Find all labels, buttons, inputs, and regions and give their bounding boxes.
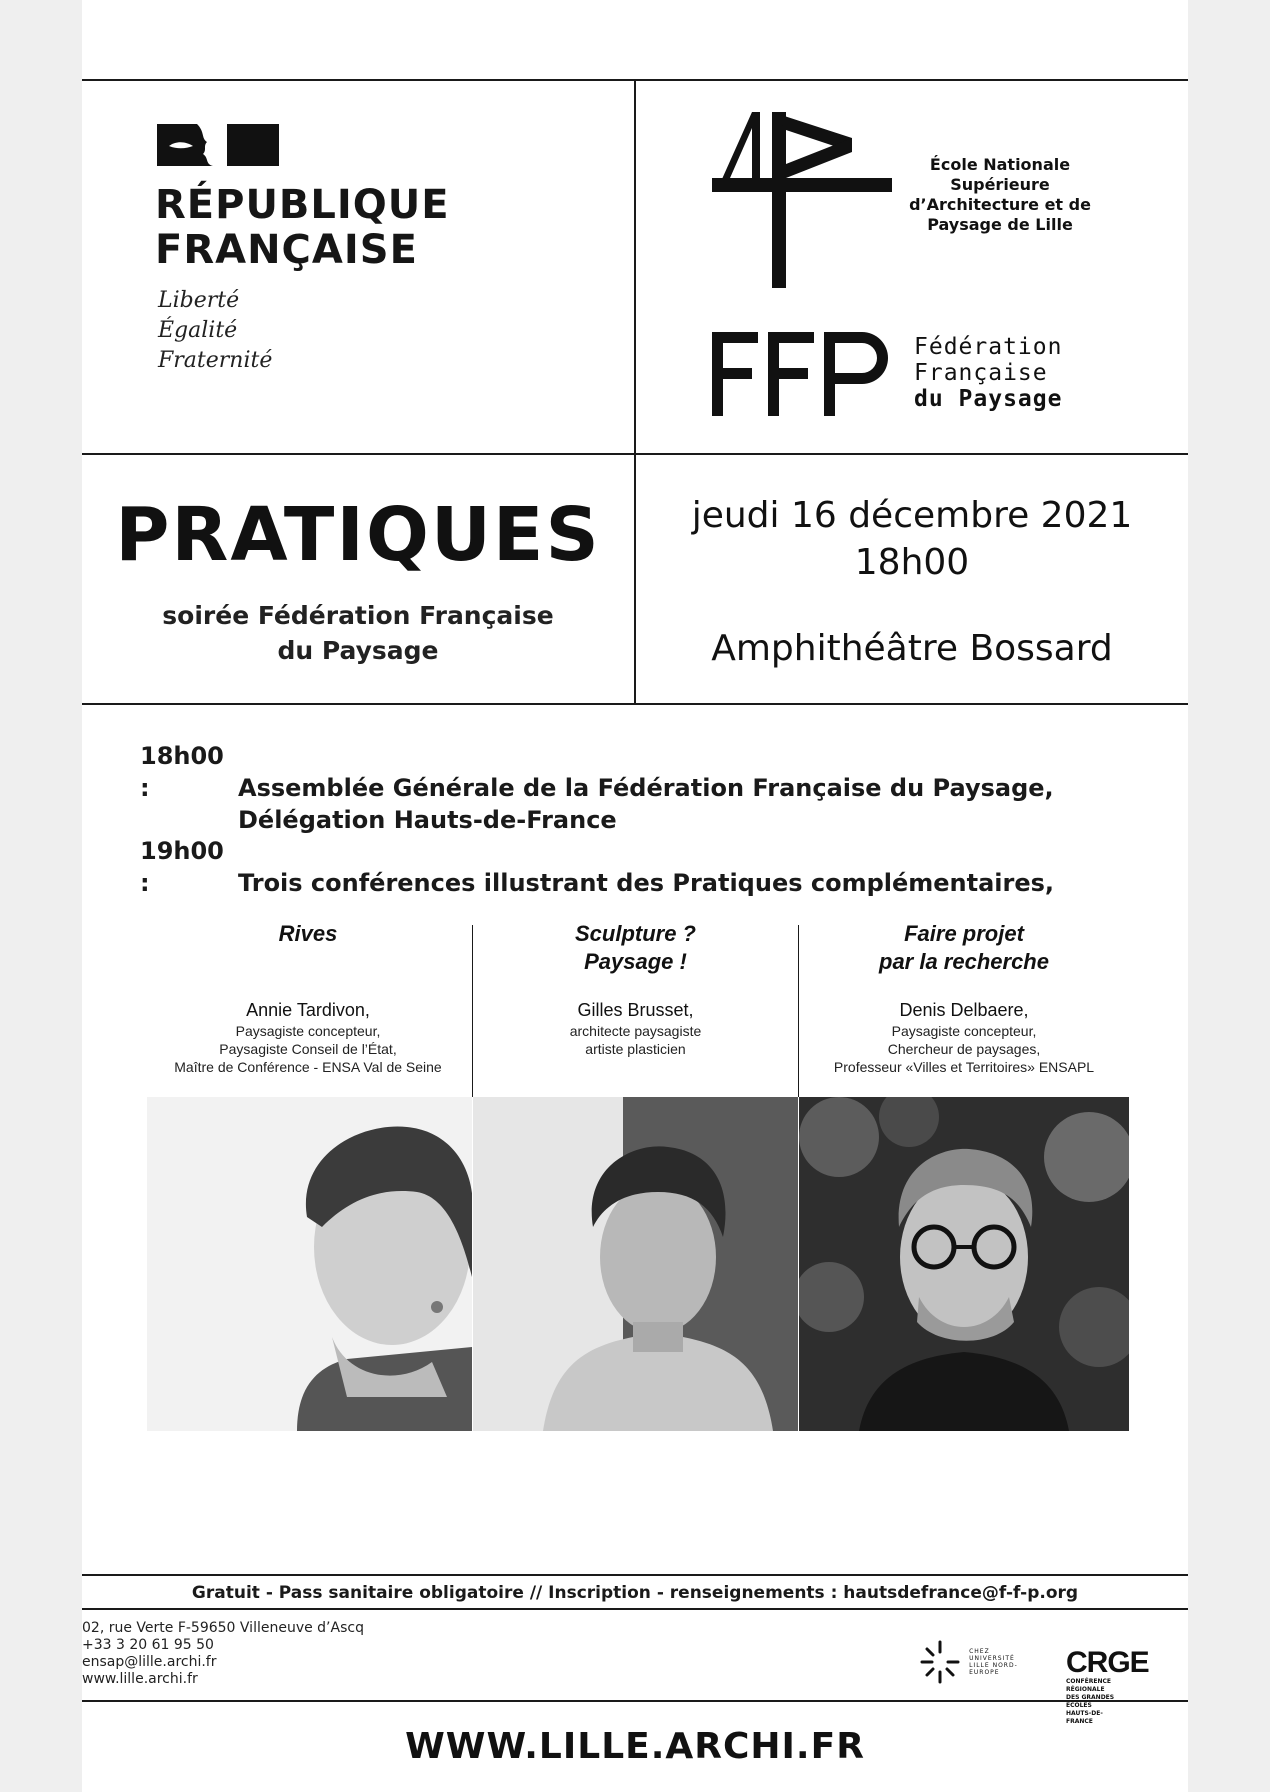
republique-line2: FRANÇAISE [155, 227, 418, 273]
ulille-line1: CHEZ [969, 1648, 990, 1655]
bottom-rule [82, 1700, 1188, 1702]
conference-title: Rives [278, 921, 338, 946]
crge-logo [1066, 1648, 1188, 1726]
conference-title: Faire projet [904, 921, 1024, 946]
program-text-2: Trois conférences illustrant des Pratiques complémentaires, [238, 869, 1055, 897]
ffp-name-line1: Fédération [914, 334, 1063, 360]
ffp-name [914, 334, 1062, 412]
speaker-role: Chercheur de paysages, [887, 1041, 1041, 1057]
ensapl-line4: Paysage de Lille [927, 215, 1073, 234]
ensapl-line1: École Nationale [929, 155, 1071, 174]
footer-rule-bottom [82, 1608, 1188, 1610]
event-date: jeudi 16 décembre 2021 [691, 495, 1133, 536]
speaker-role: architecte paysagiste [569, 1023, 702, 1039]
poster-sheet [82, 0, 1188, 1792]
speaker-role: Paysagiste concepteur, [891, 1023, 1037, 1039]
header-divider [634, 79, 636, 705]
ensapl-line3: d’Architecture et de [909, 195, 1091, 214]
event-title: PRATIQUES [115, 492, 601, 578]
event-subtitle-line1: soirée Fédération Française [162, 601, 554, 630]
contact-address: 02, rue Verte F-59650 Villeneuve d’Ascq [82, 1620, 364, 1636]
republique-motto [158, 286, 272, 376]
program-time-1: 18h00 : [140, 742, 224, 802]
speaker-name: Gilles Brusset, [577, 1000, 694, 1020]
ensapl-name [890, 155, 1110, 235]
speaker-name: Denis Delbaere, [899, 1000, 1029, 1020]
ensapl-line2: Supérieure [950, 175, 1050, 194]
event-time: 18h00 [854, 542, 970, 583]
conference-sculpture [473, 920, 798, 1058]
ensapl-logo [712, 108, 892, 292]
ffp-name-line3: du Paysage [914, 386, 1063, 412]
registration-note: Gratuit - Pass sanitaire obligatoire // Inscription - renseignements : hautsdefrance@f-f-p.org [191, 1583, 1079, 1603]
event-subtitle-line2: du Paysage [277, 636, 439, 665]
speaker-role: Professeur «Villes et Territoires» ENSAPL [833, 1059, 1095, 1075]
contact-block [82, 1620, 364, 1688]
republique-line1: RÉPUBLIQUE [155, 182, 450, 228]
speaker-photo-brusset [473, 1097, 798, 1431]
conference-title: Paysage ! [584, 949, 687, 974]
event-subtitle [82, 598, 634, 668]
ffp-name-line2: Française [914, 360, 1048, 386]
crge-line1: CONFÉRENCE RÉGIONALE [1066, 1678, 1111, 1693]
marianne-logo [157, 124, 279, 166]
conference-recherche [799, 920, 1129, 1076]
website-url[interactable]: WWW.LILLE.ARCHI.FR [405, 1726, 865, 1767]
crge-text [1066, 1678, 1128, 1726]
ulille-logo [920, 1640, 1039, 1684]
contact-email[interactable]: ensap@lille.archi.fr [82, 1654, 217, 1670]
speaker-photo-delbaere [799, 1097, 1129, 1431]
conference-title: Sculpture ? [574, 921, 696, 946]
ulille-text [969, 1648, 1039, 1676]
event-venue: Amphithéâtre Bossard [711, 628, 1113, 669]
motto-liberte: Liberté [158, 288, 240, 313]
ffp-logo [712, 332, 892, 420]
program-text-1: Assemblée Générale de la Fédération Française du Paysage, [238, 774, 1054, 802]
conference-title: par la recherche [879, 949, 1049, 974]
motto-fraternite: Fraternité [158, 348, 273, 373]
ulille-burst-icon [920, 1640, 960, 1684]
program-time-2: 19h00 : [140, 837, 224, 897]
speaker-role: Paysagiste concepteur, [235, 1023, 381, 1039]
motto-egalite: Égalité [158, 318, 238, 343]
speaker-role: artiste plasticien [585, 1041, 686, 1057]
program-item-2 [140, 835, 1054, 899]
speaker-name: Annie Tardivon, [246, 1000, 370, 1020]
contact-web[interactable]: www.lille.archi.fr [82, 1671, 198, 1687]
crge-mark: CRGE [1066, 1646, 1149, 1679]
ulille-line3: LILLE NORD-EUROPE [969, 1662, 1018, 1676]
crge-line2: DES GRANDES ÉCOLES [1066, 1694, 1115, 1709]
crge-line3: HAUTS-DE-FRANCE [1066, 1710, 1103, 1725]
speaker-role: Paysagiste Conseil de l’État, [219, 1041, 397, 1057]
program-item-1 [140, 740, 1054, 836]
program-text-1b: Délégation Hauts-de-France [238, 806, 617, 834]
speaker-role: Maître de Conférence - ENSA Val de Seine [174, 1059, 442, 1075]
conference-rives [144, 920, 472, 1076]
republique-title [155, 183, 450, 273]
ulille-line2: UNIVERSITÉ [969, 1655, 1015, 1662]
contact-phone: +33 3 20 61 95 50 [82, 1637, 214, 1653]
speaker-photo-tardivon [147, 1097, 472, 1431]
footer-rule-top [82, 1574, 1188, 1576]
